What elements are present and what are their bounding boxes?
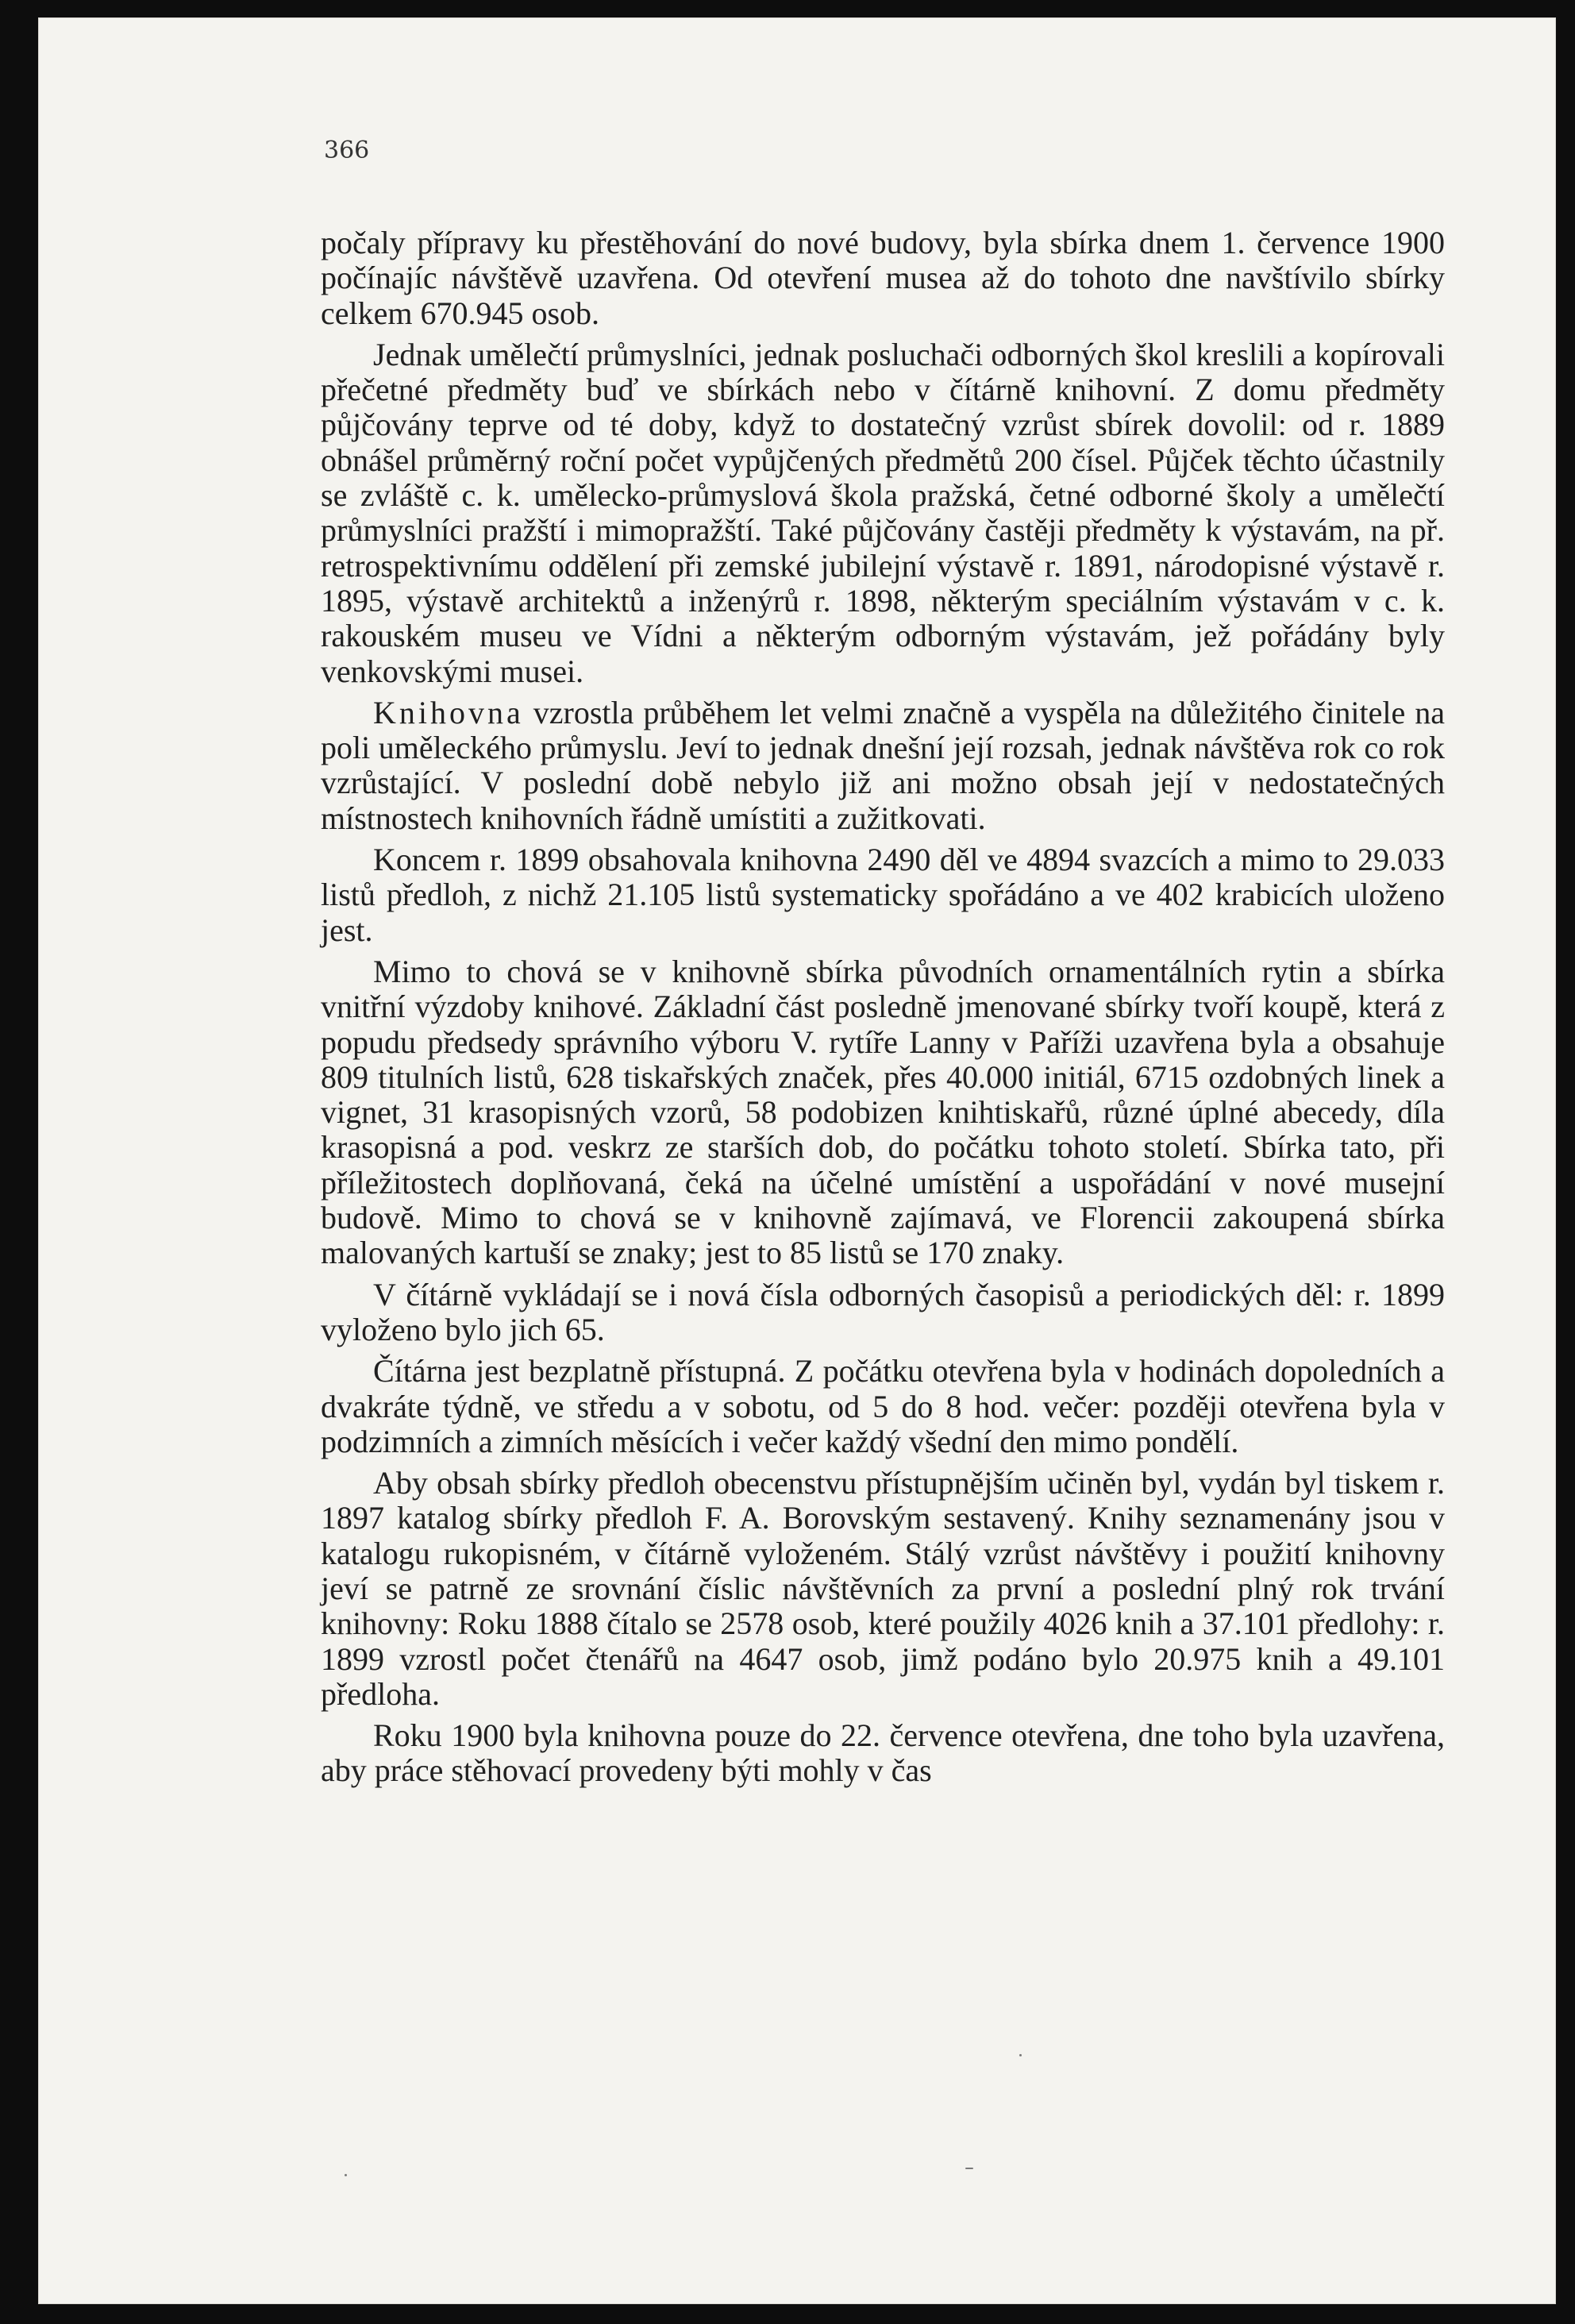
paragraph-8 xyxy=(321,1466,1445,1712)
paragraph-5 xyxy=(321,954,1445,1271)
paragraph-7-text: Čítárna jest bezplatně přístupná. Z počátku otevřena byla v hodinách dopoledních a dvakráte týdně, ve středu a v sobotu, od 5 do 8 hod. večer: později otevřena byla v podzimních a zimních měsících i večer každý všední den mimo pondělí. xyxy=(321,1353,1445,1459)
document-page xyxy=(38,17,1556,2304)
paragraph-2 xyxy=(321,337,1445,689)
scan-speck xyxy=(1019,2054,1022,2056)
paragraph-9-text: Roku 1900 byla knihovna pouze do 22. července otevřena, dne toho byla uzavřena, aby práce stěhovací provedeny býti mohly v čas xyxy=(321,1717,1445,1789)
paragraph-3 xyxy=(321,696,1445,836)
paragraph-3-text: vzrostla průběhem let velmi značně a vyspěla na důležitého činitele na poli uměleckého průmyslu. Jeví to jednak dnešní její rozsah, jednak návštěva rok co rok vzrůstající. V poslední době nebylo již ani možno obsah její v nedostatečných místnostech knihovních řádně umístiti a zužitkovati. xyxy=(321,694,1445,836)
paragraph-9 xyxy=(321,1718,1445,1789)
paragraph-5-text: Mimo to chová se v knihovně sbírka původních ornamentálních rytin a sbírka vnitřní výzdoby knihové. Základní část posledně jmenované sbírky tvoří koupě, která z popudu předsedy správního výboru V. rytíře Lanny v Paříži uzavřena byla a obsahuje 809 titulních listů, 628 tiskařských značek, přes 40.000 initiál, 6715 ozdobných linek a vignet, 31 krasopisných vzorů, 58 podobizen knihtiskařů, různé úplné abecedy, díla krasopisná a pod. veskrz ze starších dob, do počátku tohoto století. Sbírka tato, při příležitostech doplňovaná, čeká na účelné umístění a uspořádání v nové musejní budově. Mimo to chová se v knihovně zajímavá, ve Florencii zakoupená sbírka malovaných kartuší se znaky; jest to 85 listů se 170 znaky. xyxy=(321,953,1445,1271)
scan-speck xyxy=(345,2174,347,2176)
paragraph-8-text: Aby obsah sbírky předloh obecenstvu přístupnějším učiněn byl, vydán byl tiskem r. 1897 katalog sbírky předloh F. A. Borovským sestavený. Knihy seznamenány jsou v katalogu rukopisném, v čítárně vyloženém. Stálý vzrůst návštěvy i použití knihovny jeví se patrně ze srovnání číslic návštěvních za první a poslední plný rok trvání knihovny: Roku 1888 čítalo se 2578 osob, které použily 4026 knih a 37.101 předlohy: r. 1899 vzrostl počet čtenářů na 4647 osob, jimž podáno bylo 20.975 knih a 49.101 předloha. xyxy=(321,1465,1445,1712)
paragraph-1 xyxy=(321,225,1445,331)
paragraph-1-text: počaly přípravy ku přestěhování do nové budovy, byla sbírka dnem 1. července 1900 počínajíc návštěvě uzavřena. Od otevření musea až do tohoto dne navštívilo sbírky celkem 670.945 osob. xyxy=(321,225,1445,331)
paragraph-6 xyxy=(321,1278,1445,1348)
paragraph-4-text: Koncem r. 1899 obsahovala knihovna 2490 děl ve 4894 svazcích a mimo to 29.033 listů předloh, z nichž 21.105 listů systematicky spořádáno a ve 402 krabicích uloženo jest. xyxy=(321,842,1445,948)
paragraph-7 xyxy=(321,1354,1445,1459)
paragraph-4 xyxy=(321,842,1445,948)
body-text xyxy=(321,225,1445,1795)
paragraph-2-text: Jednak umělečtí průmyslníci, jednak posluchači odborných škol kreslili a kopírovali přečetné předměty buď ve sbírkách nebo v čítárně knihovní. Z domu předměty půjčovány teprve od té doby, když to dostatečný vzrůst sbírek dovolil: od r. 1889 obnášel průměrný roční počet vypůjčených předmětů 200 čísel. Půjček těchto účastnily se zvláště c. k. umělecko-průmyslová škola pražská, četné odborné školy a umělečtí průmyslníci pražští i mimopražští. Také půjčovány častěji předměty k výstavám, na př. retrospektivnímu oddělení při zemské jubilejní výstavě r. 1891, národopisné výstavě r. 1895, výstavě architektů a inženýrů r. 1898, některým speciálním výstavám v c. k. rakouském museu ve Vídni a některým odborným výstavám, jež pořádány byly venkovskými musei. xyxy=(321,336,1445,689)
paragraph-6-text: V čítárně vykládají se i nová čísla odborných časopisů a periodických děl: r. 1899 vyloženo bylo jich 65. xyxy=(321,1276,1445,1347)
scan-speck xyxy=(965,2168,973,2169)
paragraph-3-lead: Knihovna xyxy=(373,694,524,730)
page-number: 366 xyxy=(324,137,370,164)
